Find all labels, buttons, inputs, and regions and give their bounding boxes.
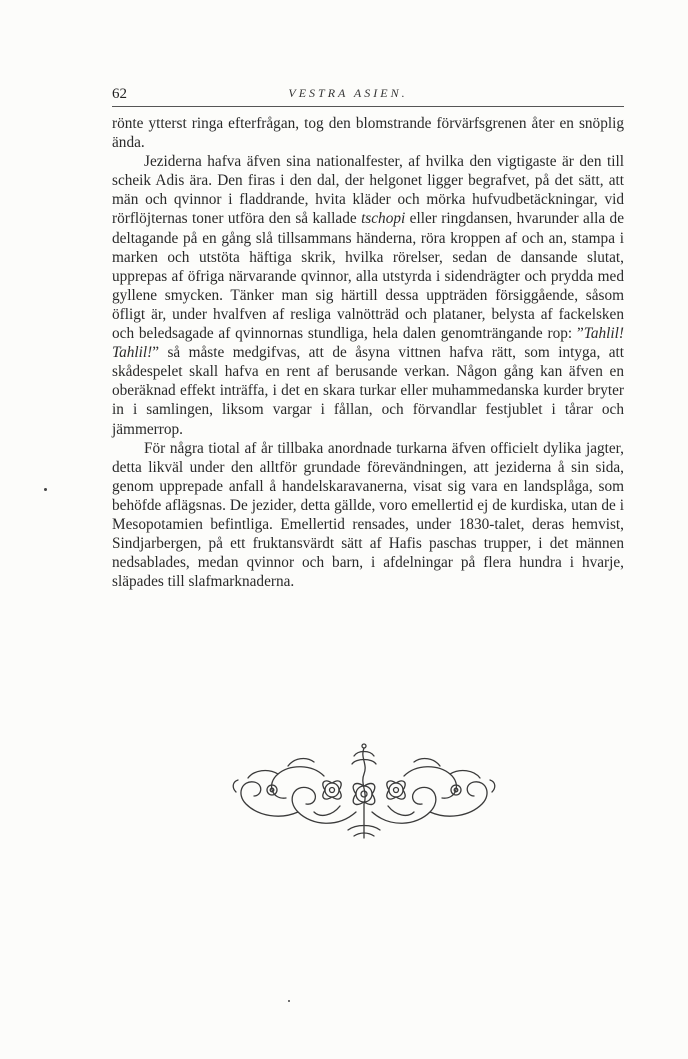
page-header — [112, 80, 624, 107]
paragraph — [112, 439, 624, 592]
text-run: eller ringdansen, hvarunder alla de deltagande på en gång slå tillsammans händerna, röra kroppen af och an, stampa i marken och utstöta häftiga skrik, hvilka rörelser, sedan de dansande slutat, upprepas af öfriga närvarande qvinnor, alla utstyrda i sidendrägter och prydda med gyllene smycken. Tänker man sig härtill dessa uppträden försiggående, såsom öfligt är, under hvalfven af resliga valnötträd och plataner, belysta af fackelsken och beledsagade af qvinnornas stundliga, hela dalen genomträngande rop: ” — [112, 210, 624, 343]
text-run: ” så måste medgifvas, att de åsyna vittnen hafva rätt, som intyga, att skådespelet skall hafva en rent af berusande verkan. Någon gång kan äfven en oberäknad effekt inträffa, i det en skara turkar eller muhammedanska kurder bryter in i samlingen, liksom vargar i fållan, och förvandlar festjublet i tårar och jämmerrop. — [112, 344, 624, 438]
ink-speck — [44, 488, 47, 491]
page-number: 62 — [112, 86, 127, 102]
text-run: För några tiotal af år tillbaka anordnade turkarna äfven officielt dylika jagter, detta likväl under den alltför grundade förevändningen, att jeziderna å sin sida, genom upprepade anfall å handelskaravanerna, visat sig vara en landsplåga, som behöfde aflägsnas. De jezider, detta gällde, voro emellertid ej de kurdiska, utan de i Mesopotamien befintliga. Emellertid rensades, under 1830-talet, deras hemvist, Sindjarbergen, på ett fruktansvärdt sätt af Hafis paschas trupper, i det männen nedsablades, medan qvinnor och barn, i afdelningar på flera hundra i hvarje, släpades till slafmarknaderna. — [112, 439, 624, 591]
ink-speck — [288, 1000, 290, 1002]
paragraph — [112, 114, 624, 152]
italic-term: Tahlil! Tahlil! — [112, 325, 624, 362]
text-run: Jeziderna hafva äfven sina nationalfester, af hvilka den vigtigaste är den till scheik Adis ära. Den firas i den dal, der helgonet ligger begrafvet, på det sätt, att män och qvinnor i fladdrande, hvita kläder och mörka hufvudbetäckningar, vid rörflöjternas toner utföra den så kallade — [112, 153, 624, 228]
floral-vignette-icon — [228, 742, 500, 842]
paragraph — [112, 152, 624, 438]
text-run: rönte ytterst ringa efterfrågan, tog den blomstrande förvärfsgrenen åter en snöplig ända. — [112, 115, 624, 152]
italic-term: tschopi — [361, 210, 406, 228]
running-head: VESTRA ASIEN. — [288, 86, 408, 100]
body-text — [112, 114, 624, 591]
